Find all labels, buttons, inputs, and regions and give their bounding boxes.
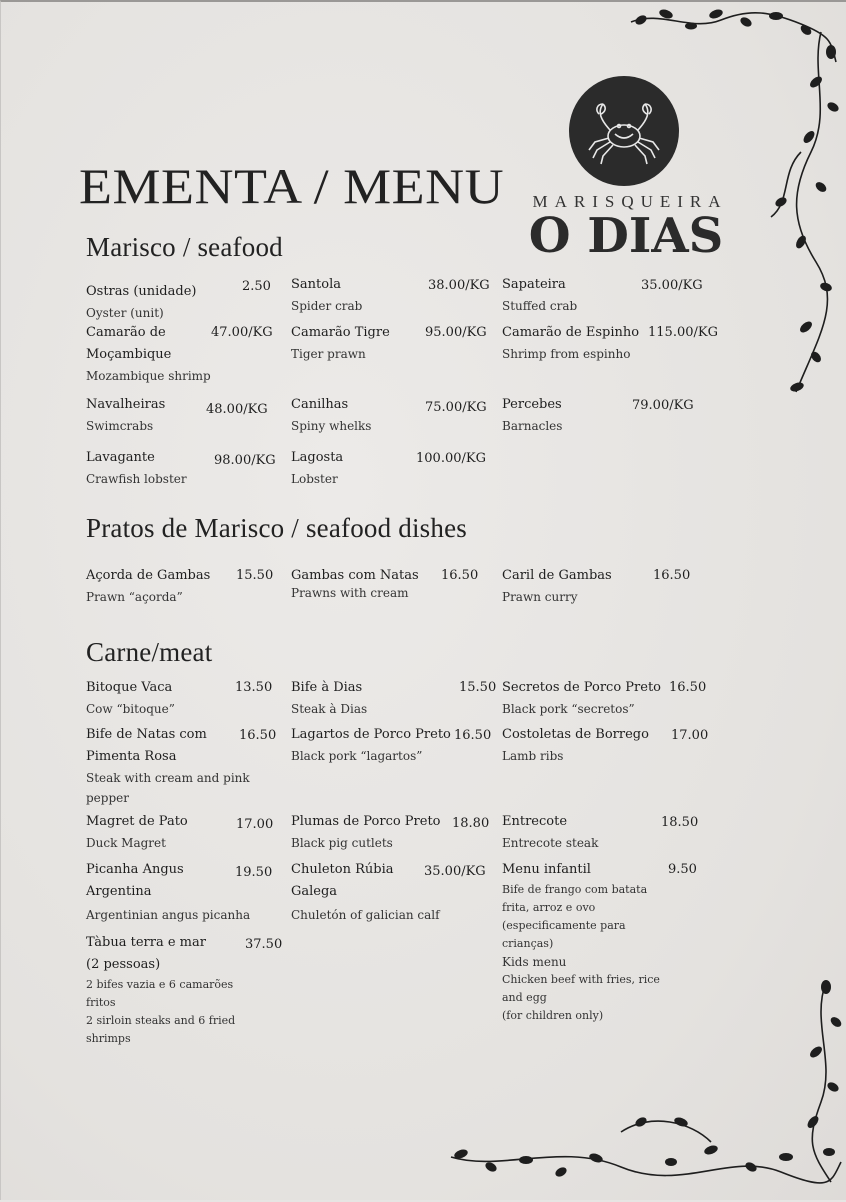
item-description-line4: crianças) — [502, 937, 554, 950]
menu-item-sapateira — [502, 274, 577, 316]
item-description: Tiger prawn — [291, 347, 366, 361]
item-description: Mozambique shrimp — [86, 369, 211, 383]
item-name: Bitoque Vaca — [86, 680, 173, 695]
item-description-line2: fritos — [86, 996, 116, 1009]
page-title: EMENTA / MENU — [79, 158, 505, 215]
item-name-line1: Chuleton Rúbia — [291, 862, 394, 877]
crab-icon — [583, 90, 665, 172]
item-name-line1: Bife de Natas com — [86, 727, 207, 742]
item-description: Shrimp from espinho — [502, 347, 631, 361]
item-description: Lamb ribs — [502, 749, 564, 763]
menu-item-navalheiras — [86, 394, 165, 436]
item-description: Prawn “açorda” — [86, 590, 183, 604]
item-name: Caril de Gambas — [502, 568, 612, 583]
logo-name: O DIAS — [528, 208, 724, 264]
item-price-lagartos: 16.50 — [454, 728, 492, 743]
item-price-tabua: 37.50 — [245, 937, 283, 952]
item-description-line2: pepper — [86, 791, 129, 805]
item-price-lavagante: 98.00/KG — [214, 453, 276, 468]
item-price-gambas-natas: 16.50 — [441, 568, 479, 583]
item-name: Secretos de Porco Preto — [502, 680, 661, 695]
item-price-picanha: 19.50 — [235, 865, 273, 880]
item-price-secretos: 16.50 — [669, 680, 707, 695]
section-title-seafood: Marisco / seafood — [86, 232, 283, 262]
item-description: Argentinian angus picanha — [86, 908, 251, 922]
item-price-lagosta: 100.00/KG — [416, 451, 486, 466]
item-description: Lobster — [291, 472, 338, 486]
item-description: Oyster (unit) — [86, 306, 164, 320]
item-name: Camarão de Espinho — [502, 325, 640, 340]
menu-item-costoletas — [502, 724, 649, 766]
item-description: Crawfish lobster — [86, 472, 187, 486]
restaurant-logo — [517, 74, 735, 274]
item-price-magret: 17.00 — [236, 817, 274, 832]
item-name: Santola — [291, 277, 341, 292]
menu-item-lagartos — [291, 724, 451, 766]
item-description: Stuffed crab — [502, 299, 578, 313]
item-name: Menu infantil — [502, 862, 591, 877]
item-name: Açorda de Gambas — [86, 568, 211, 583]
item-price-camarao-espinho: 115.00/KG — [648, 325, 718, 340]
item-name: Bife à Dias — [291, 680, 363, 695]
item-name: Costoletas de Borrego — [502, 727, 649, 742]
item-price-canilhas: 75.00/KG — [425, 400, 487, 415]
item-price-camarao-mocambique: 47.00/KG — [211, 325, 273, 340]
item-kids-label: Kids menu — [502, 955, 567, 969]
item-price-santola: 38.00/KG — [428, 278, 490, 293]
menu-item-canilhas — [291, 394, 371, 436]
item-description: Duck Magret — [86, 836, 166, 850]
item-name: Lavagante — [86, 450, 155, 465]
menu-item-percebes — [502, 394, 562, 436]
item-description-line1: Steak with cream and pink — [86, 771, 250, 785]
item-description: Steak à Dias — [291, 702, 368, 716]
item-name-line2: Galega — [291, 884, 338, 899]
item-name-line2: (2 pessoas) — [86, 957, 161, 972]
item-price-acorda: 15.50 — [236, 568, 274, 583]
menu-item-lagosta — [291, 447, 343, 489]
item-description-en-line1: Chicken beef with fries, rice — [502, 973, 660, 986]
menu-item-plumas — [291, 811, 441, 853]
menu-item-entrecote — [502, 811, 598, 853]
item-name: Navalheiras — [86, 397, 166, 412]
menu-item-caril — [502, 565, 612, 607]
menu-item-bife-dias — [291, 677, 367, 719]
crab-emblem — [569, 76, 679, 186]
menu-item-camarao-espinho — [502, 322, 639, 364]
item-description-line4: shrimps — [86, 1032, 131, 1045]
item-name: Percebes — [502, 397, 562, 412]
item-description: Swimcrabs — [86, 419, 154, 433]
item-description: Spider crab — [291, 299, 363, 313]
item-price-sapateira: 35.00/KG — [641, 278, 703, 293]
item-description-line3: 2 sirloin steaks and 6 fried — [86, 1014, 236, 1027]
section-title-seafood-dishes: Pratos de Marisco / seafood dishes — [86, 513, 467, 543]
item-description-line3: (especificamente para — [502, 919, 626, 932]
item-price-camarao-tigre: 95.00/KG — [425, 325, 487, 340]
menu-item-chuleton — [291, 859, 440, 925]
item-description-en-line2: and egg — [502, 991, 547, 1004]
item-description: Barnacles — [502, 419, 563, 433]
section-title-meat: Carne/meat — [86, 637, 213, 667]
item-name: Entrecote — [502, 814, 568, 829]
item-description: Black pork “lagartos” — [291, 749, 423, 763]
item-description: Prawns with cream — [291, 586, 409, 600]
item-price-percebes: 79.00/KG — [632, 398, 694, 413]
item-name-line2: Moçambique — [86, 347, 172, 362]
item-name-line2: Pimenta Rosa — [86, 749, 177, 764]
item-description-line2: frita, arroz e ovo — [502, 901, 596, 914]
item-price-bife-natas: 16.50 — [239, 728, 277, 743]
item-description-en-line3: (for children only) — [502, 1009, 604, 1022]
item-description: Spiny whelks — [291, 419, 372, 433]
item-description: Black pig cutlets — [291, 836, 393, 850]
item-price-bitoque: 13.50 — [235, 680, 273, 695]
menu-item-bitoque — [86, 677, 175, 719]
item-price-menu-infantil: 9.50 — [668, 862, 697, 877]
item-price-chuleton: 35.00/KG — [424, 864, 486, 879]
item-description: Cow “bitoque” — [86, 702, 175, 716]
menu-item-picanha — [86, 859, 250, 925]
item-name: Canilhas — [291, 397, 349, 412]
menu-item-bife-natas — [86, 724, 250, 808]
menu-item-secretos — [502, 677, 661, 719]
menu-item-tabua — [86, 932, 246, 1048]
menu-item-ostras — [86, 281, 226, 323]
item-description: Prawn curry — [502, 590, 578, 604]
item-name: Lagosta — [291, 450, 344, 465]
item-description: Entrecote steak — [502, 836, 599, 850]
menu-item-magret — [86, 811, 188, 853]
menu-item-camarao-tigre — [291, 322, 390, 364]
menu-item-santola — [291, 274, 362, 316]
item-price-navalheiras: 48.00/KG — [206, 402, 268, 417]
menu-item-gambas-natas — [291, 565, 419, 603]
item-name-line2: Argentina — [86, 884, 152, 899]
item-name-line1: Tàbua terra e mar — [86, 935, 206, 950]
item-name-line1: Camarão de — [86, 325, 166, 340]
item-name: Camarão Tigre — [291, 325, 390, 340]
item-price-ostras: 2.50 — [242, 279, 271, 294]
menu-item-acorda — [86, 565, 210, 607]
item-name: Plumas de Porco Preto — [291, 814, 441, 829]
item-price-plumas: 18.80 — [452, 816, 490, 831]
item-price-costoletas: 17.00 — [671, 728, 709, 743]
logo-subtitle: MARISQUEIRA — [532, 192, 728, 211]
item-name: Gambas com Natas — [291, 568, 419, 583]
item-name: Ostras (unidade) — [86, 284, 197, 299]
item-name-line1: Picanha Angus — [86, 862, 184, 877]
item-price-caril: 16.50 — [653, 568, 691, 583]
item-price-entrecote: 18.50 — [661, 815, 699, 830]
item-description: Chuletón of galician calf — [291, 908, 440, 922]
item-description-line1: 2 bifes vazia e 6 camarões — [86, 978, 234, 991]
item-price-bife-dias: 15.50 — [459, 680, 497, 695]
menu-item-menu-infantil — [502, 859, 702, 1025]
item-name: Lagartos de Porco Preto — [291, 727, 451, 742]
item-name: Sapateira — [502, 277, 566, 292]
item-name: Magret de Pato — [86, 814, 188, 829]
menu-item-lavagante — [86, 447, 187, 489]
item-description: Black pork “secretos” — [502, 702, 635, 716]
menu-item-camarao-mocambique — [86, 322, 211, 386]
item-description-line1: Bife de frango com batata — [502, 883, 648, 896]
